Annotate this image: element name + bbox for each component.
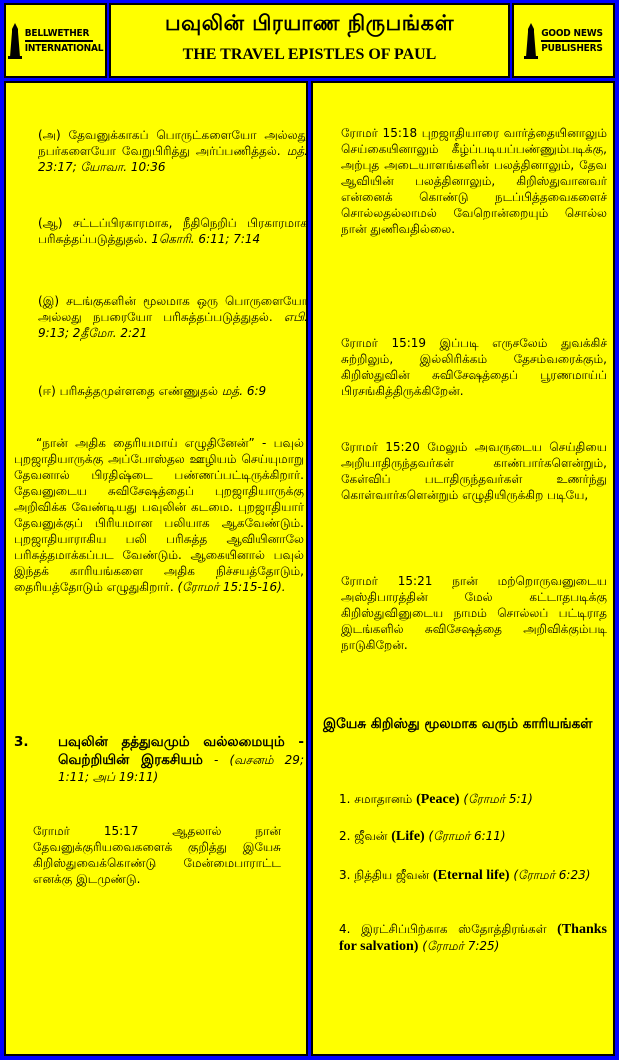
bellwether-logo xyxy=(4,3,107,78)
right-logo-line1: GOOD NEWS xyxy=(541,27,603,39)
main-paragraph: “நான் அதிக தைரியமாய் எழுதினேன்” - பவுல் புறஜாதியாருக்கு அப்போஸ்தல ஊழியம் செய்யுமாறு தேவனால் பிரதிஷ்டை பண்ணப்பட்டிருக்கிறார். தேவனுடைய சுவிசேஷத்தைப் புறஜாதியாருக்கு அறிவிக்க வேண்டியது பவுலின் கடமை. புறஜாதியார் தேவனுக்குப் பிரியமான பலியாக ஆகவேண்டும். புறஜாதியாராகிய பலி பரிசுத்த ஆவியினாலே பரிசுத்தமாக்கப்பட வேண்டும். ஆகையினால் பவுல் இந்தக் காரியங்களை அதிக நிச்சயத்தோடும், தைரியத்தோடும் எழுதுகிறார். (ரோமர் 15:15-16). xyxy=(14,436,304,594)
list-item: 2. ஜீவன் (Life) (ரோமர் 6:11) xyxy=(339,829,506,844)
verse-15-18: ரோமர் 15:18 புறஜாதியாரை வார்த்தையினாலும் செய்கையினாலும் கீழ்ப்படியப்பண்ணும்படிக்கு, அற்புத அடையாளங்களின் பலத்தினாலும், தேவ ஆவியின் பலத்தினாலும், கிறிஸ்துவானவர் என்னைக் கொண்டு நடப்பித்தவைகளைச் சொல்லதல்லாமல் வேறொன்றையும் சொல்ல நான் துணிவதில்லை. xyxy=(341,126,607,236)
item-a: (அ) தேவனுக்காகப் பொருட்களையோ அல்லது நபர்களையோ வேறுபிரித்து அர்ப்பணித்தல். மத். 23:17; யோவா. 10:36 xyxy=(38,128,308,174)
item-aa: (ஆ) சட்டப்பிரகாரமாக, நீதிநெறிப் பிரகாரமாக பரிசுத்தப்படுத்துதல். 1கொரி. 6:11; 7:14 xyxy=(38,216,308,246)
logo-rule xyxy=(541,40,601,42)
title-tamil: பவுலின் பிரயாண நிருபங்கள் xyxy=(164,11,455,35)
section-3 xyxy=(14,733,304,785)
list-item: 3. நித்திய ஜீவன் (Eternal life) (ரோமர் 6:23) xyxy=(339,868,591,883)
title-english: THE TRAVEL EPISTLES OF PAUL xyxy=(182,46,437,63)
left-logo-line2: INTERNATIONAL xyxy=(24,42,104,54)
section-ref: - (வசனம் 29; 1:11; அப் 19:11) xyxy=(58,753,304,784)
section-number: 3. xyxy=(14,734,29,750)
verse-15-17: ரோமர் 15:17 ஆதலால் நான் தேவனுக்குரியவைகளைக் குறித்து இயேசு கிறிஸ்துவைக்கொண்டு மேன்மைபாராட்ட எனக்கு இடமுண்டு. xyxy=(33,824,281,886)
left-column xyxy=(4,81,308,1056)
right-column xyxy=(311,81,615,1056)
left-logo-line1: BELLWETHER xyxy=(24,27,90,39)
verse-15-21: ரோமர் 15:21 நான் மற்றொருவனுடைய அஸ்திபாரத்தின் மேல் கட்டாதபடிக்கு கிறிஸ்துவினுடைய நாமம் சொல்லப் பட்டிராத இடங்களில் சுவிசேஷத்தை அறிவிக்கும்படி நாடுகிறேன். xyxy=(341,574,607,652)
things-heading: இயேசு கிறிஸ்து மூலமாக வரும் காரியங்கள் xyxy=(323,716,593,732)
right-logo-line2: PUBLISHERS xyxy=(541,42,603,54)
section-title: பவுலின் தத்துவமும் வல்லமையும் - வெற்றியின் இரகசியம் xyxy=(58,734,304,768)
lighthouse-icon xyxy=(524,23,538,59)
item-i: (இ) சடங்குகளின் மூலமாக ஒரு பொருளையோ அல்லது நபரையோ பரிசுத்தப்படுத்துதல். எபி. 9:13; 2தீமோ. 2:21 xyxy=(38,294,308,340)
list-item: 4. இரட்சிப்பிற்காக ஸ்தோத்திரங்கள் (Thanks for salvation) (ரோமர் 7:25) xyxy=(339,922,607,954)
lighthouse-icon xyxy=(8,23,22,59)
good-news-logo xyxy=(512,3,615,78)
title-panel xyxy=(109,3,510,78)
list-item: 1. சமாதானம் (Peace) (ரோமர் 5:1) xyxy=(339,792,533,807)
verse-15-20: ரோமர் 15:20 மேலும் அவருடைய செய்தியை அறியாதிருந்தவர்கள் காண்பார்களென்றும், கேள்விப் படாதிருந்தவர்கள் உணர்ந்து கொள்வார்களென்றும் எழுதியிருக்கிற படியே, xyxy=(341,440,607,502)
item-ii: (ஈ) பரிசுத்தமுள்ளதை எண்ணுதல் மத். 6:9 xyxy=(38,384,267,398)
logo-rule xyxy=(25,40,93,42)
verse-15-19: ரோமர் 15:19 இப்படி எருசலேம் துவக்கிச் சுற்றிலும், இல்லிரிக்கம் தேசம்வரைக்கும், கிறிஸ்துவின் சுவிசேஷத்தைப் பூரணமாய்ப் பிரசங்கித்திருக்கிறேன். xyxy=(341,336,607,398)
